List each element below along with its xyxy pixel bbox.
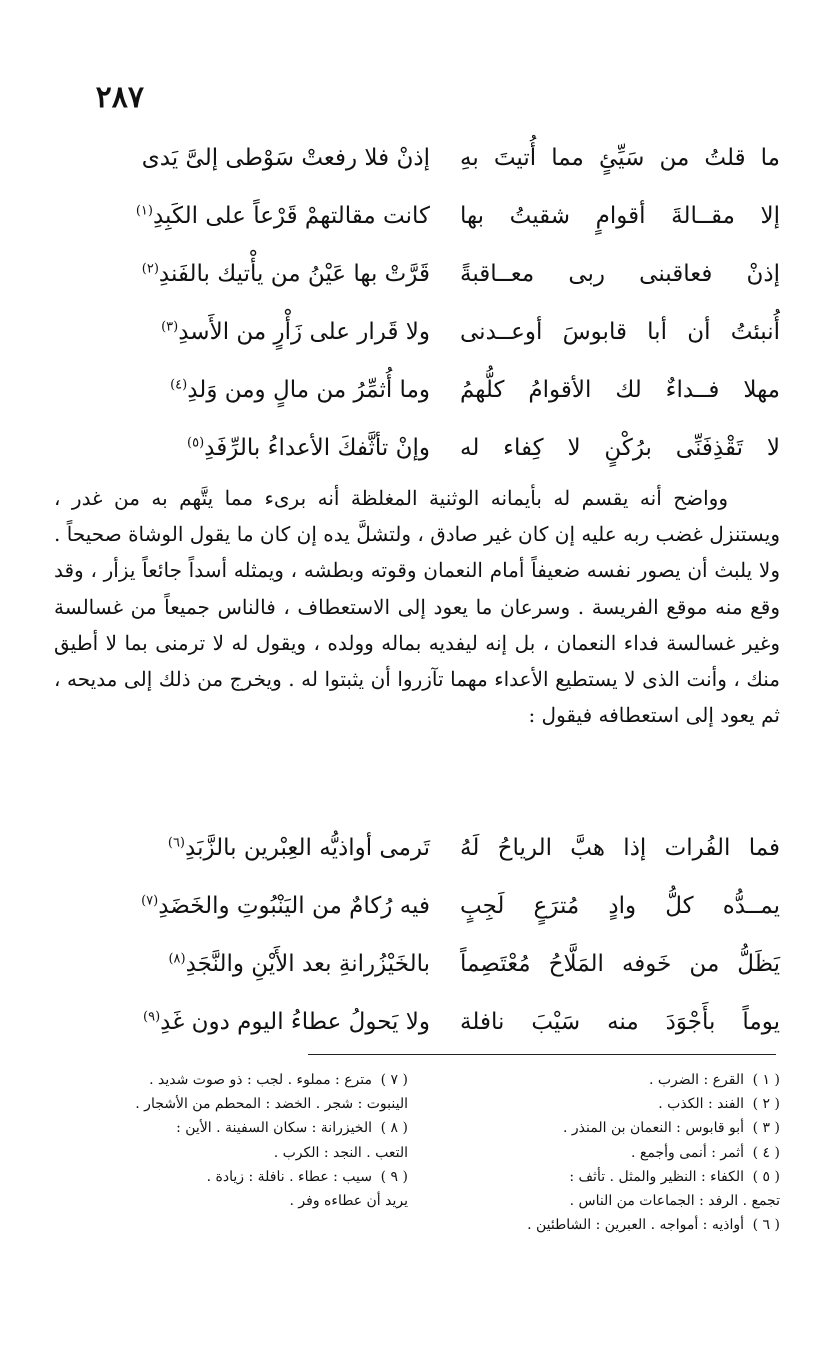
verse-first-hemistich: فما الفُرات إذا هبَّ الرياحُ لَهُ (460, 835, 780, 861)
footnote-marker: (٧) (141, 893, 159, 909)
footnote-item (450, 1165, 780, 1189)
footnote-item (56, 1116, 408, 1140)
verse-second-hemistich (60, 145, 430, 171)
footnote-number: ( ٢ ) (752, 1096, 780, 1113)
footnote-number: ( ٩ ) (380, 1168, 408, 1185)
footnotes-left-column (56, 1068, 408, 1213)
verse-line (60, 252, 780, 296)
verse-first-hemistich: لا تَقْذِفَنِّى برُكْنٍ لا كِفاء له (460, 435, 780, 461)
verse-second-hemistich-text: ولا يَحولُ عطاءُ اليوم دون غَدِ (160, 1009, 430, 1035)
verse-first-hemistich: يمــدُّه كلُّ وادٍ مُترَعٍ لَجِبٍ (460, 893, 780, 919)
footnote-text: القرع : الضرب . (648, 1072, 744, 1088)
footnote-text: يريد أن عطاءه وفر . (289, 1193, 408, 1210)
footnote-separator (308, 1054, 776, 1055)
footnote-text: أبو قابوس : النعمان بن المنذر . (563, 1120, 744, 1137)
verse-first-hemistich: ما قلتُ من سَيِّئٍ مما أُتيتَ بهِ (460, 145, 780, 171)
verse-second-hemistich (60, 203, 430, 229)
footnote-item (450, 1141, 780, 1165)
footnote-number: ( ٧ ) (380, 1072, 408, 1088)
footnote-item (56, 1068, 408, 1092)
footnote-item (56, 1165, 408, 1189)
footnote-number: ( ٥ ) (752, 1168, 780, 1185)
footnote-text: سيب : عطاء . نافلة : زيادة . (206, 1168, 372, 1185)
verse-second-hemistich (60, 261, 430, 287)
verse-second-hemistich-text: تَرمى أواذيُّه العِبْرين بالزَّبَدِ (185, 835, 430, 861)
verse-second-hemistich (60, 835, 430, 861)
verse-line (60, 1000, 780, 1044)
footnote-marker: (٢) (141, 261, 159, 277)
footnote-number: ( ٦ ) (752, 1217, 780, 1234)
verse-line (60, 136, 780, 180)
footnote-item (56, 1092, 408, 1116)
verse-second-hemistich-text: كانت مقالتهمْ قَرْعاً على الكَبِدِ (152, 203, 430, 229)
footnote-text: التعب . النجد : الكرب . (273, 1144, 408, 1161)
footnote-marker: (٨) (168, 951, 186, 967)
verse-second-hemistich-text: وما أُثمِّرُ من مالٍ ومن وَلدِ (187, 377, 430, 403)
footnote-text: الفند : الكذب . (658, 1096, 744, 1113)
verse-second-hemistich (60, 951, 430, 977)
verse-line (60, 368, 780, 412)
footnote-text: مترع : مملوء . لجب : ذو صوت شديد . (149, 1072, 372, 1088)
footnote-marker: (٥) (187, 435, 205, 451)
footnote-item (450, 1213, 780, 1237)
verse-first-hemistich: يوماً بأَجْوَدَ منه سَيْبَ نافلة (460, 1009, 780, 1035)
verse-second-hemistich (60, 893, 430, 919)
verse-first-hemistich: مهلا فــداءٌ لك الأقوامُ كلُّهمُ (460, 377, 780, 403)
verse-second-hemistich-text: ولا قَرار على زَأْرٍ من الأَسدِ (178, 319, 430, 345)
verse-first-hemistich: أُنبئتُ أن أبا قابوسَ أوعــدنى (460, 319, 780, 345)
verse-line (60, 826, 780, 870)
footnote-item (450, 1116, 780, 1140)
footnotes-right-column (450, 1068, 780, 1237)
footnote-marker: (١) (135, 203, 153, 219)
verse-second-hemistich-text: إذنْ فلا رفعتْ سَوْطى إلىَّ يَدى (141, 145, 430, 171)
footnote-text: الخيزرانة : سكان السفينة . الأين : (176, 1120, 372, 1137)
footnote-item (56, 1141, 408, 1165)
verse-second-hemistich (60, 435, 430, 461)
verse-second-hemistich-text: بالخَيْزُرانةِ بعد الأَيْنِ والنَّجَدِ (185, 951, 430, 977)
footnote-marker: (٩) (143, 1009, 161, 1025)
footnote-item (450, 1068, 780, 1092)
footnote-number: ( ٨ ) (380, 1120, 408, 1137)
verse-second-hemistich-text: قَرَّتْ بها عَيْنُ من يأْتيك بالفَندِ (158, 261, 430, 287)
footnote-marker: (٣) (161, 319, 179, 335)
commentary-paragraph (54, 480, 780, 733)
footnote-item (56, 1189, 408, 1213)
footnote-item (450, 1092, 780, 1116)
verse-first-hemistich: يَظَلُّ من خَوفه المَلَّاحُ مُعْتَصِماً (460, 951, 780, 977)
verse-second-hemistich-text: وإنْ تأثَّفكَ الأعداءُ بالرِّفَدِ (204, 435, 430, 461)
verse-line (60, 194, 780, 238)
footnote-marker: (٤) (170, 377, 188, 393)
verse-line (60, 884, 780, 928)
footnote-marker: (٦) (167, 835, 185, 851)
footnote-text: تجمع . الرفد : الجماعات من الناس . (569, 1193, 780, 1210)
verse-second-hemistich (60, 1009, 430, 1035)
footnote-text: الينبوت : شجر . الخضد : المحطم من الأشجار . (135, 1096, 408, 1113)
footnote-number: ( ٤ ) (752, 1144, 780, 1161)
verse-second-hemistich-text: فيه رُكامٌ من اليَنْبُوتِ والخَضَدِ (158, 893, 430, 919)
page-number: ٢٨٧ (95, 80, 144, 115)
verse-second-hemistich (60, 319, 430, 345)
verse-first-hemistich: إذنْ فعاقبنى ربى معــاقبةً (460, 261, 780, 287)
footnote-text: الكفاء : النظير والمثل . تأثف : (569, 1168, 744, 1185)
verse-second-hemistich (60, 377, 430, 403)
footnote-text: أواذيه : أمواجه . العبرين : الشاطئين . (527, 1217, 744, 1234)
verse-line (60, 426, 780, 470)
footnote-number: ( ١ ) (752, 1072, 780, 1088)
paragraph-text: وواضح أنه يقسم له بأيمانه الوثنية المغلظة أنه برىء مما يتَّهم به من غدر ، ويستنزل غضب ربه عليه إن كان غير صادق ، ولتشلَّ يده إن كان ما يقول الوشاة صحيحاً . ولا يلبث أن يصور نفسه ضعيفاً أمام النعمان وقوته وبطشه ، ويمثله أسداً جائعاً يزأر ، وقد وقع منه موقع الفريسة . وسرعان ما يعود إلى الاستعطاف ، فالناس جميعاً من غسالسة وغير غسالسة فداء النعمان ، بل إنه ليفديه بماله وولده ، ويقول له لا ترمنى بما لا أطيق منك ، وأنت الذى لا يستطيع الأعداء مهما تآزروا أن يثبتوا له . ويخرج من ذلك إلى مديحه ، ثم يعود إلى استعطافه فيقول : (54, 486, 780, 728)
footnote-text: أثمر : أنمى وأجمع . (631, 1144, 744, 1161)
verse-line (60, 942, 780, 986)
verse-first-hemistich: إلا مقــالةَ أقوامٍ شقيتُ بها (460, 203, 780, 229)
footnote-item (450, 1189, 780, 1213)
footnote-number: ( ٣ ) (752, 1120, 780, 1137)
verse-line (60, 310, 780, 354)
